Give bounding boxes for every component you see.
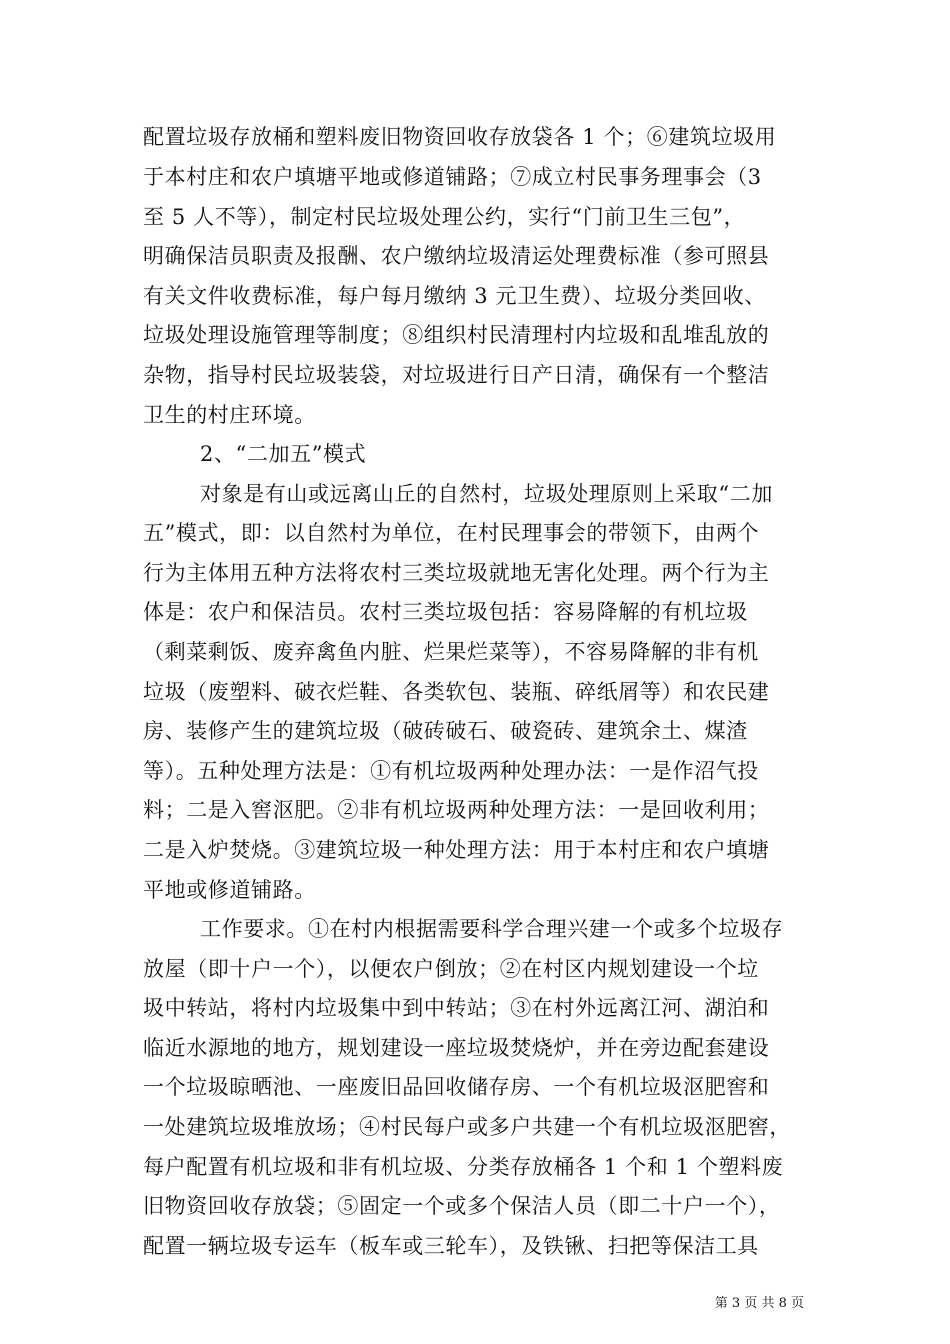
- text-line: 垃圾（废塑料、破衣烂鞋、各类软包、装瓶、碎纸屑等）和农民建: [143, 680, 770, 704]
- text-line: 配置垃圾存放桶和塑料废旧物资回收存放袋各 1 个；⑥建筑垃圾用: [143, 125, 777, 149]
- text-line: 临近水源地的地方，规划建设一座垃圾焚烧炉，并在旁边配套建设: [143, 1036, 770, 1060]
- page-number-footer: 第 3 页 共 8 页: [714, 1296, 804, 1311]
- text-line: 料；二是入窖沤肥。②非有机垃圾两种处理方法：一是回收利用；: [143, 798, 770, 822]
- text-line: 于本村庄和农户填塘平地或修道铺路；⑦成立村民事务理事会（3: [143, 165, 762, 189]
- text-line: 平地或修道铺路。: [143, 878, 316, 902]
- text-line: 二是入炉焚烧。③建筑垃圾一种处理方法：用于本村庄和农户填塘: [143, 838, 770, 862]
- text-line: 有关文件收费标准，每户每月缴纳 3 元卫生费）、垃圾分类回收、: [143, 284, 766, 308]
- paragraph-first-line: 对象是有山或远离山丘的自然村，垃圾处理原则上采取“二加: [200, 482, 773, 506]
- text-line: 配置一辆垃圾专运车（板车或三轮车），及铁锹、扫把等保洁工具: [143, 1234, 759, 1258]
- text-line: 至 5 人不等），制定村民垃圾处理公约，实行“门前卫生三包”，: [143, 205, 746, 229]
- text-line: 一处建筑垃圾堆放场；④村民每户或多户共建一个有机垃圾沤肥窖，: [143, 1115, 791, 1139]
- text-line: 垃圾处理设施管理等制度；⑧组织村民清理村内垃圾和乱堆乱放的: [143, 323, 770, 347]
- text-line: 五”模式，即：以自然村为单位，在村民理事会的带领下，由两个: [143, 521, 760, 545]
- text-line: （剩菜剩饭、废弃禽鱼内脏、烂果烂菜等），不容易降解的非有机: [143, 640, 759, 664]
- text-line: 体是：农户和保洁员。农村三类垃圾包括：容易降解的有机垃圾: [143, 600, 748, 624]
- section-heading: 2、“二加五”模式: [200, 442, 367, 466]
- text-line: 等）。五种处理方法是：①有机垃圾两种处理办法：一是作沼气投: [143, 759, 759, 783]
- text-line: 圾中转站，将村内垃圾集中到中转站；③在村外远离江河、湖泊和: [143, 996, 770, 1020]
- text-line: 明确保洁员职责及报酬、农户缴纳垃圾清运处理费标准（参可照县: [143, 244, 770, 268]
- text-line: 杂物，指导村民垃圾装袋，对垃圾进行日产日清，确保有一个整洁: [143, 363, 770, 387]
- text-line: 卫生的村庄环境。: [143, 403, 316, 427]
- text-line: 旧物资回收存放袋；⑤固定一个或多个保洁人员（即二十户一个），: [143, 1194, 781, 1218]
- paragraph-first-line: 工作要求。①在村内根据需要科学合理兴建一个或多个垃圾存: [200, 917, 784, 941]
- text-line: 房、装修产生的建筑垃圾（破砖破石、破瓷砖、建筑余土、煤渣: [143, 719, 748, 743]
- text-line: 每户配置有机垃圾和非有机垃圾、分类存放桶各 1 个和 1 个塑料废: [143, 1155, 784, 1179]
- text-line: 放屋（即十户一个），以便农户倒放；②在村区内规划建设一个垃: [143, 957, 759, 981]
- text-line: 行为主体用五种方法将农村三类垃圾就地无害化处理。两个行为主: [143, 561, 770, 585]
- text-line: 一个垃圾晾晒池、一座废旧品回收储存房、一个有机垃圾沤肥窖和: [143, 1075, 770, 1099]
